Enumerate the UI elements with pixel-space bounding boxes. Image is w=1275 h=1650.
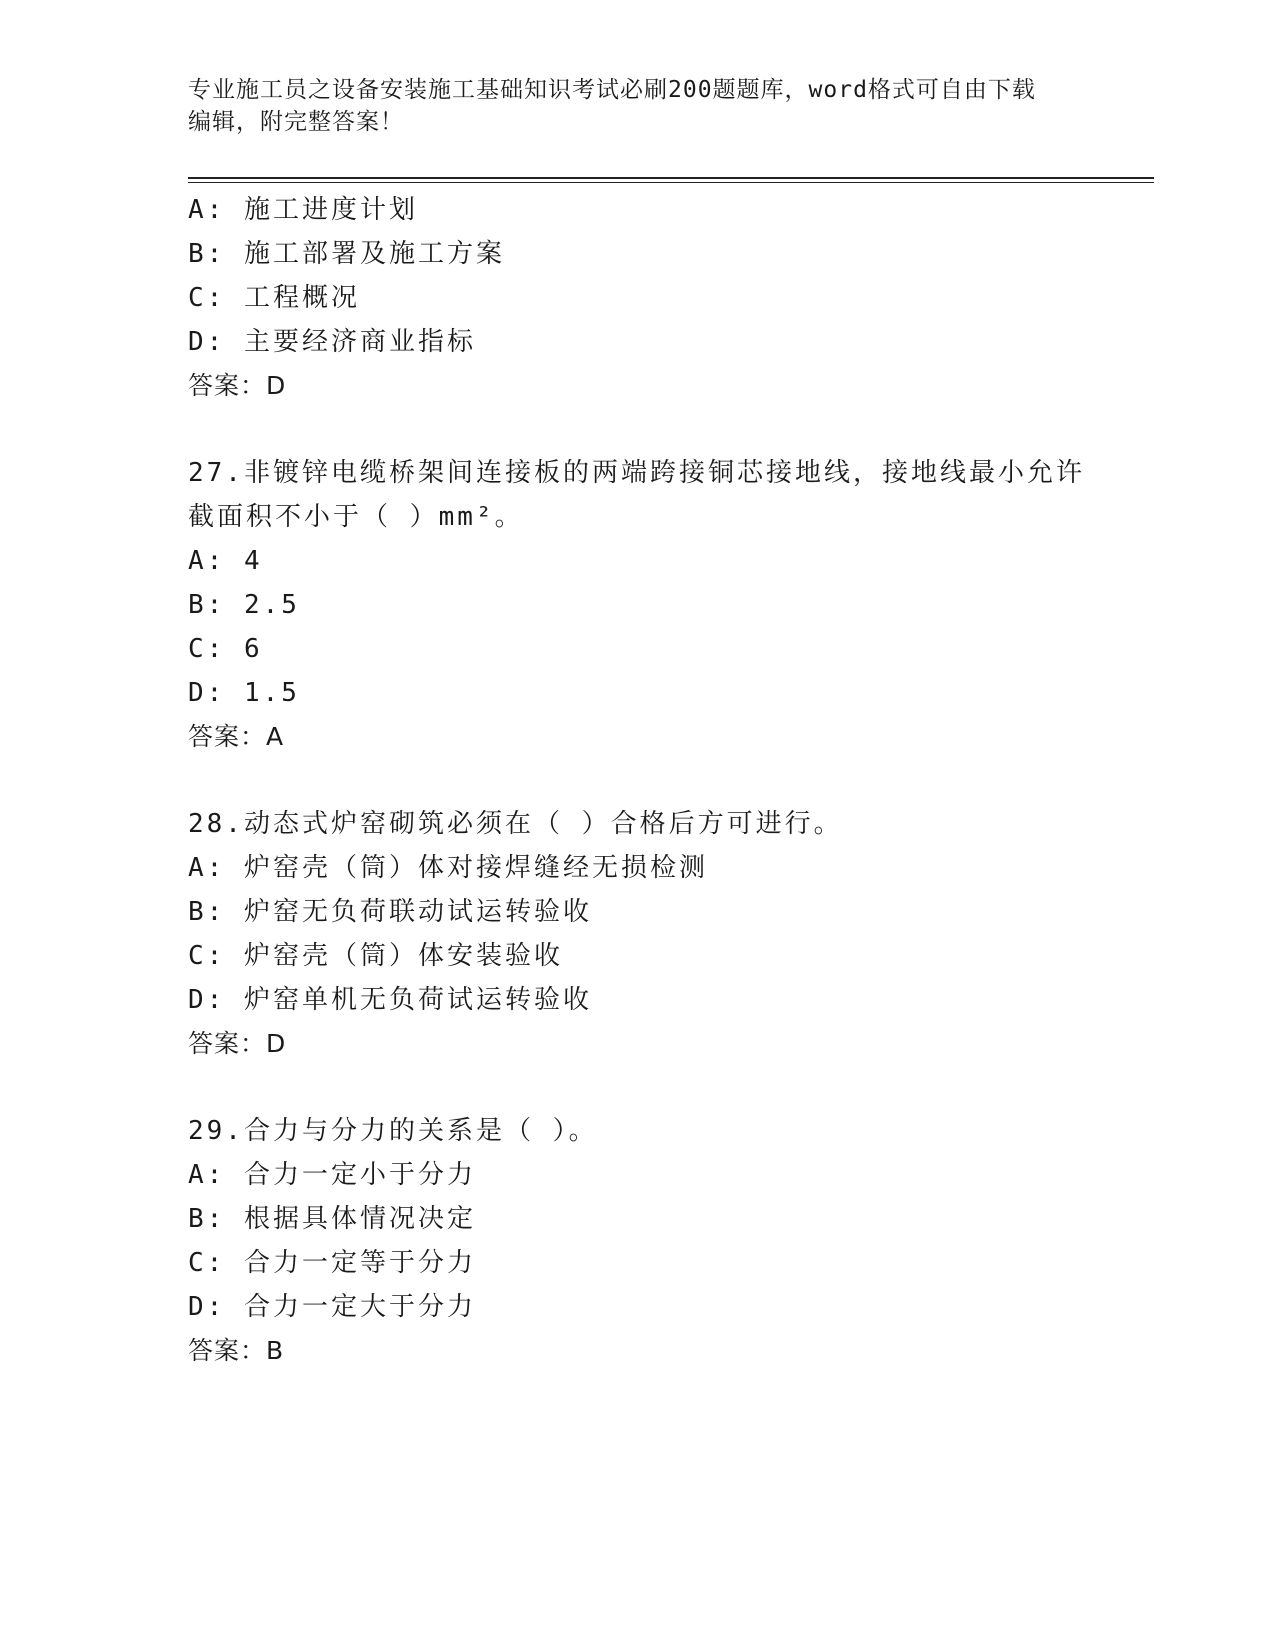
document-title	[188, 74, 1078, 138]
answer: 答案：D	[188, 1029, 287, 1058]
question-27-stem-line-1: 27.非镀锌电缆桥架间连接板的两端跨接铜芯接地线，接地线最小允许	[188, 458, 1085, 488]
option-d: D: 合力一定大于分力	[188, 1292, 476, 1322]
question-29-stem: 29.合力与分力的关系是（ ）。	[188, 1116, 598, 1146]
answer: 答案：D	[188, 371, 287, 400]
option-d: D: 主要经济商业指标	[188, 327, 476, 357]
title-line-1: 专业施工员之设备安装施工基础知识考试必刷200题题库，word格式可自由下载	[188, 77, 1036, 103]
option-c: C: 工程概况	[188, 283, 360, 313]
option-a: A: 炉窑壳（筒）体对接焊缝经无损检测	[188, 853, 708, 883]
option-a: A: 合力一定小于分力	[188, 1160, 476, 1190]
option-c: C: 6	[188, 634, 263, 664]
option-c: C: 合力一定等于分力	[188, 1248, 476, 1278]
question-27-stem-line-2: 截面积不小于（ ）mm²。	[188, 502, 524, 532]
option-b: B: 炉窑无负荷联动试运转验收	[188, 897, 592, 927]
option-d: D: 炉窑单机无负荷试运转验收	[188, 985, 592, 1015]
title-line-2: 编辑，附完整答案！	[188, 109, 404, 135]
header-divider-thin	[188, 182, 1154, 183]
option-b: B: 施工部署及施工方案	[188, 239, 505, 269]
option-a: A: 施工进度计划	[188, 195, 418, 225]
option-c: C: 炉窑壳（筒）体安装验收	[188, 941, 563, 971]
option-a: A: 4	[188, 546, 263, 576]
header-divider-thick	[188, 177, 1154, 179]
answer: 答案：A	[188, 722, 285, 751]
option-b: B: 根据具体情况决定	[188, 1204, 476, 1234]
option-d: D: 1.5	[188, 678, 300, 708]
answer: 答案：B	[188, 1336, 285, 1365]
option-b: B: 2.5	[188, 590, 300, 620]
question-28-stem: 28.动态式炉窑砌筑必须在（ ）合格后方可进行。	[188, 809, 843, 839]
